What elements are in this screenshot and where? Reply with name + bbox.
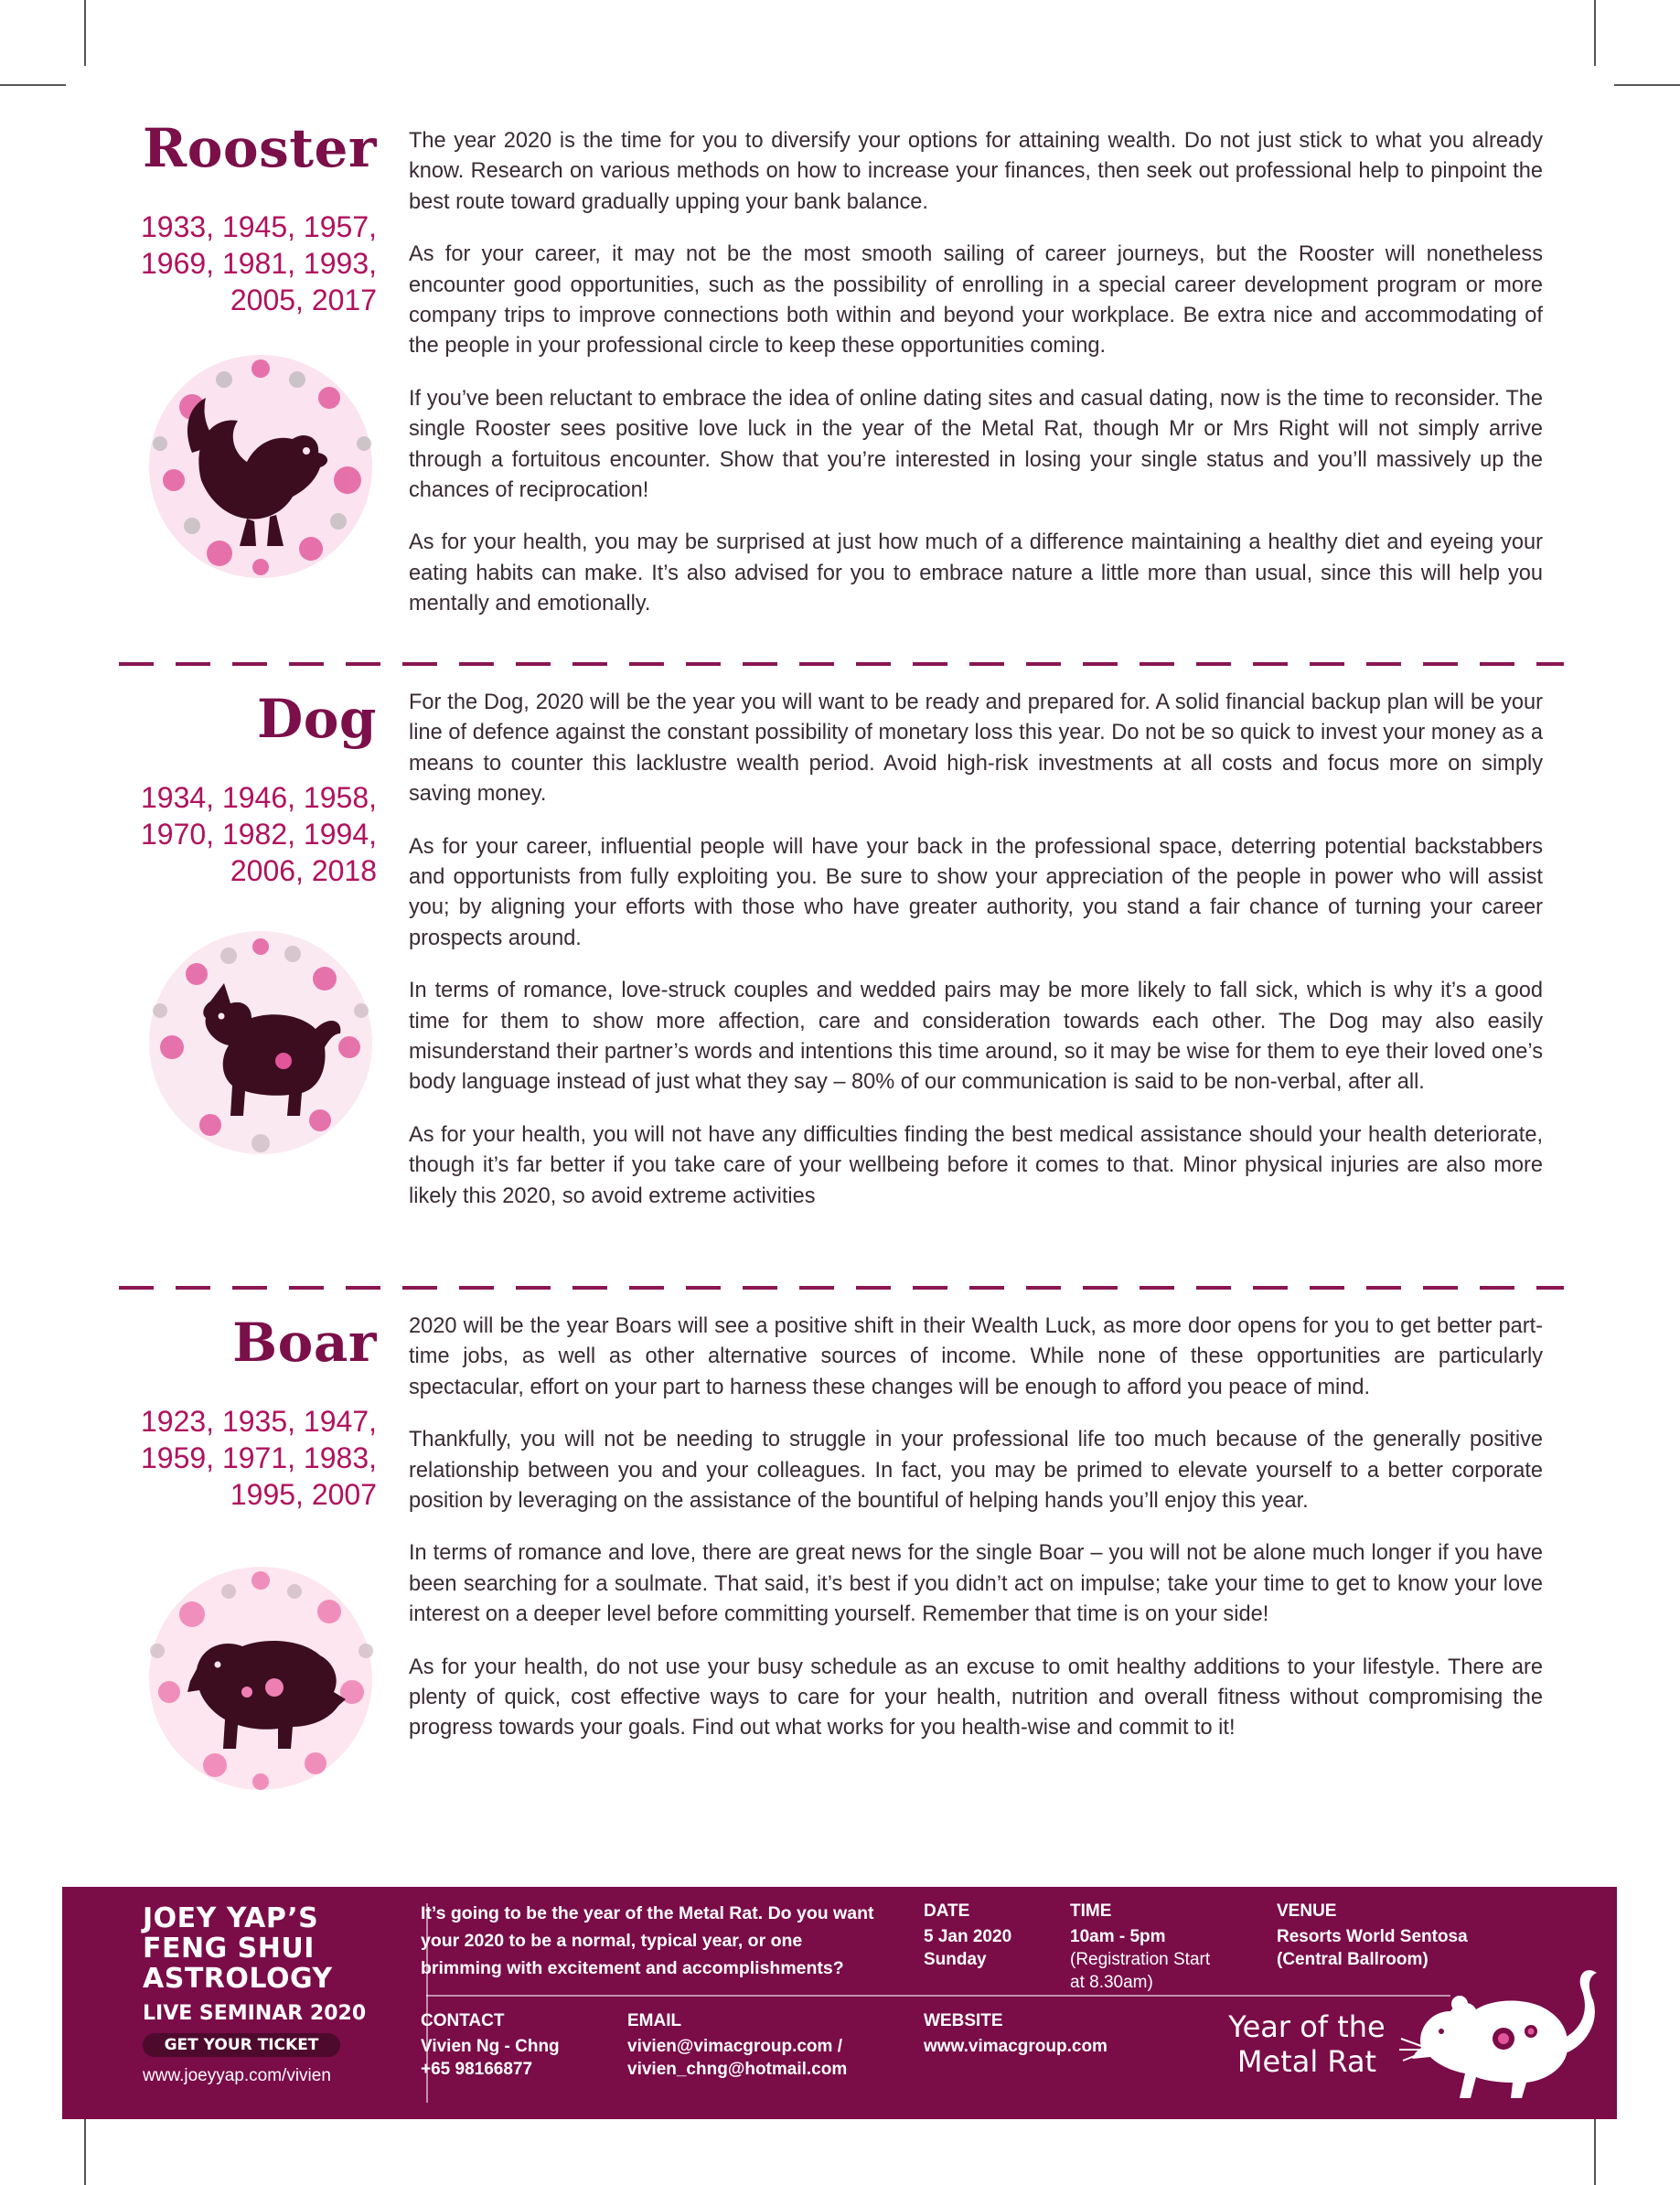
years-line: 2005, 2017	[230, 284, 377, 316]
metal-rat-icon	[1394, 1947, 1604, 2112]
paragraph-romance: In terms of romance, love-struck couples and wedded pairs may be more likely to fall sick, which is why it’s a good time for them to show more affection, care and consideration towards each other. The Dog may also easily misunderstand their partner’s words and intentions this time around, so it may be wise for them to eye their loved one’s body language instead of just what they say – 80% of our communication is said to be non-verbal, after all.	[409, 979, 1543, 1095]
contact-name: Vivien Ng - Chng	[421, 2037, 560, 2056]
sign-years-boar	[55, 1403, 377, 1513]
date-line: 5 Jan 2020	[924, 1927, 1012, 1946]
years-line: 1959, 1971, 1983,	[140, 1441, 377, 1474]
crop-mark	[1614, 84, 1680, 86]
year-of-line: Year of the	[1228, 2009, 1386, 2044]
year-of-metal-rat-label	[1211, 2009, 1403, 2079]
email-link[interactable]: vivien@vimacgroup.com /	[627, 2037, 842, 2056]
website-label: WEBSITE	[924, 2011, 1003, 2030]
contact-label: CONTACT	[421, 2011, 505, 2030]
get-ticket-button[interactable]: GET YOUR TICKET	[143, 2033, 340, 2057]
sign-title-rooster: Rooster	[143, 117, 377, 179]
boar-papercut-icon	[137, 1555, 384, 1802]
seminar-url-link[interactable]: www.joeyyap.com/vivien	[143, 2066, 331, 2085]
contact-phone[interactable]: +65 98166877	[421, 2060, 533, 2079]
paragraph-health: As for your health, you will not have any difficulties finding the best medical assistance should your health deteriorate, though it’s far better if you take care of your wellbeing before it comes to that. Minor physical injuries are also more likely this 2020, so avoid extreme activities	[409, 1122, 1543, 1208]
year-of-line: Metal Rat	[1236, 2044, 1377, 2079]
email-link[interactable]: vivien_chng@hotmail.com	[627, 2060, 848, 2079]
seminar-banner	[62, 1887, 1617, 2119]
date-value	[924, 1925, 1011, 1971]
rooster-papercut-icon	[137, 343, 384, 590]
dog-papercut-icon	[137, 919, 384, 1166]
seminar-title-line: JOEY YAP’S	[143, 1902, 319, 1934]
paragraph-health: As for your health, you may be surprised at just how much of a difference maintaining a healthy diet and eyeing your eating habits can make. It’s also advised for you to embrace nature a little more than usual, since this will help you mentally and emotionally.	[409, 530, 1543, 616]
paragraph-wealth: For the Dog, 2020 will be the year you will want to be ready and prepared for. A solid financial backup plan will be your line of defence against the constant possibility of monetary loss this year. Do not be so quick to invest your money as a means to counter this lacklustre wealth period. Avoid high-risk investments at all costs and focus more on simply saving money.	[409, 691, 1543, 807]
years-line: 1923, 1935, 1947,	[140, 1405, 377, 1438]
email-value	[627, 2035, 847, 2081]
sign-years-dog	[55, 779, 377, 889]
sign-title-boar: Boar	[232, 1312, 377, 1374]
sign-body-rooster	[409, 126, 1543, 642]
years-line: 1934, 1946, 1958,	[140, 781, 377, 814]
sign-years-rooster	[55, 209, 377, 318]
time-value: 10am - 5pm	[1070, 1927, 1166, 1946]
section-divider	[119, 1286, 1564, 1290]
sign-body-dog	[409, 688, 1543, 1234]
website-link[interactable]: www.vimacgroup.com	[924, 2037, 1108, 2056]
seminar-tagline: It’s going to be the year of the Metal Rat. Do you want your 2020 to be a normal, typical year, or one brimming with excitement and accomplishments?	[421, 1903, 874, 1978]
paragraph-romance: In terms of romance and love, there are great news for the single Boar – you will not be alone much longer if you have been searching for a soulmate. That said, it’s best if you didn’t act on impulse; take your time to get to know your love interest on a deeper level before committing yourself. Remember that time is on your side!	[409, 1541, 1543, 1627]
paragraph-wealth: The year 2020 is the time for you to diversify your options for attaining wealth. Do not just stick to what you already know. Research on various methods on how to increase your finances, then seek out professional help to pinpoint the best route toward gradually upping your bank balance.	[409, 129, 1543, 214]
years-line: 1933, 1945, 1957,	[140, 210, 377, 243]
time-note	[1070, 1948, 1210, 1994]
sign-body-boar	[409, 1312, 1543, 1766]
crop-mark	[84, 0, 86, 66]
years-line: 1995, 2007	[230, 1478, 377, 1511]
live-seminar-label: LIVE SEMINAR 2020	[143, 2002, 367, 2025]
date-line: Sunday	[924, 1950, 987, 1969]
paragraph-wealth: 2020 will be the year Boars will see a positive shift in their Wealth Luck, as more door opens for you to get better part-time jobs, as well as other alternative sources of income. While none of these opportunities are particularly spectacular, effort on your part to harness these changes will be enough to afford you peace of mind.	[409, 1314, 1543, 1399]
seminar-title-line: FENG SHUI	[143, 1933, 315, 1965]
seminar-title	[143, 1903, 333, 1994]
seminar-title-line: ASTROLOGY	[143, 1963, 333, 1995]
paragraph-career: As for your career, it may not be the most smooth sailing of career journeys, but the Rooster will nonetheless encounter good opportunities, such as the possibility of enrolling in a special career development program or more company trips to improve connections both within and beyond your workplace. Be extra nice and accommodating of the people in your professional circle to keep these opportunities coming.	[409, 242, 1543, 359]
sign-title-dog: Dog	[256, 688, 377, 750]
crop-mark	[1594, 0, 1596, 66]
venue-line: Resorts World Sentosa	[1277, 1927, 1468, 1946]
crop-mark	[1594, 2119, 1596, 2185]
crop-mark	[84, 2119, 86, 2185]
contact-value	[421, 2035, 560, 2081]
paragraph-career: As for your career, influential people will have your back in the professional space, deterring potential backstabbers and opportunists from fully exploiting you. Be sure to show your appreciation of the people in power who will assist you; by aligning your efforts with those who have greater authority, you stand a fair chance of turning your career prospects around.	[409, 834, 1543, 950]
crop-mark	[0, 84, 66, 86]
time-note-line: at 8.30am)	[1070, 1973, 1153, 1992]
years-line: 1969, 1981, 1993,	[140, 247, 377, 280]
email-label: EMAIL	[627, 2011, 682, 2030]
years-line: 2006, 2018	[230, 854, 377, 887]
section-divider	[119, 662, 1564, 666]
years-line: 1970, 1982, 1994,	[140, 818, 377, 851]
time-note-line: (Registration Start	[1070, 1950, 1211, 1969]
paragraph-romance: If you’ve been reluctant to embrace the idea of online dating sites and casual dating, now is the time to reconsider. The single Rooster sees positive love luck in the year of the Metal Rat, though Mr or Mrs Right will not simply arrive through a fortuitous encounter. Show that you’re interested in losing your single status and you’ll massively up the chances of reciprocation!	[409, 386, 1543, 503]
time-label: TIME	[1070, 1901, 1112, 1921]
paragraph-health: As for your health, do not use your busy schedule as an excuse to omit healthy additions to your lifestyle. There are plenty of quick, cost effective ways to care for your health, nutrition and overall fitness without compromising the progress towards your goals. Find out what works for you health-wise and commit to it!	[409, 1655, 1543, 1741]
date-label: DATE	[924, 1901, 970, 1921]
venue-line: (Central Ballroom)	[1277, 1950, 1429, 1969]
footer-divider	[426, 1995, 1450, 1997]
paragraph-career: Thankfully, you will not be needing to struggle in your professional life too much because of the generally positive relationship between you and your colleagues. In fact, you may be primed to elevate yourself to a better corporate position by leveraging on the assistance of the bountiful of helping hands you’ll enjoy this year.	[409, 1428, 1543, 1514]
venue-label: VENUE	[1277, 1901, 1337, 1921]
